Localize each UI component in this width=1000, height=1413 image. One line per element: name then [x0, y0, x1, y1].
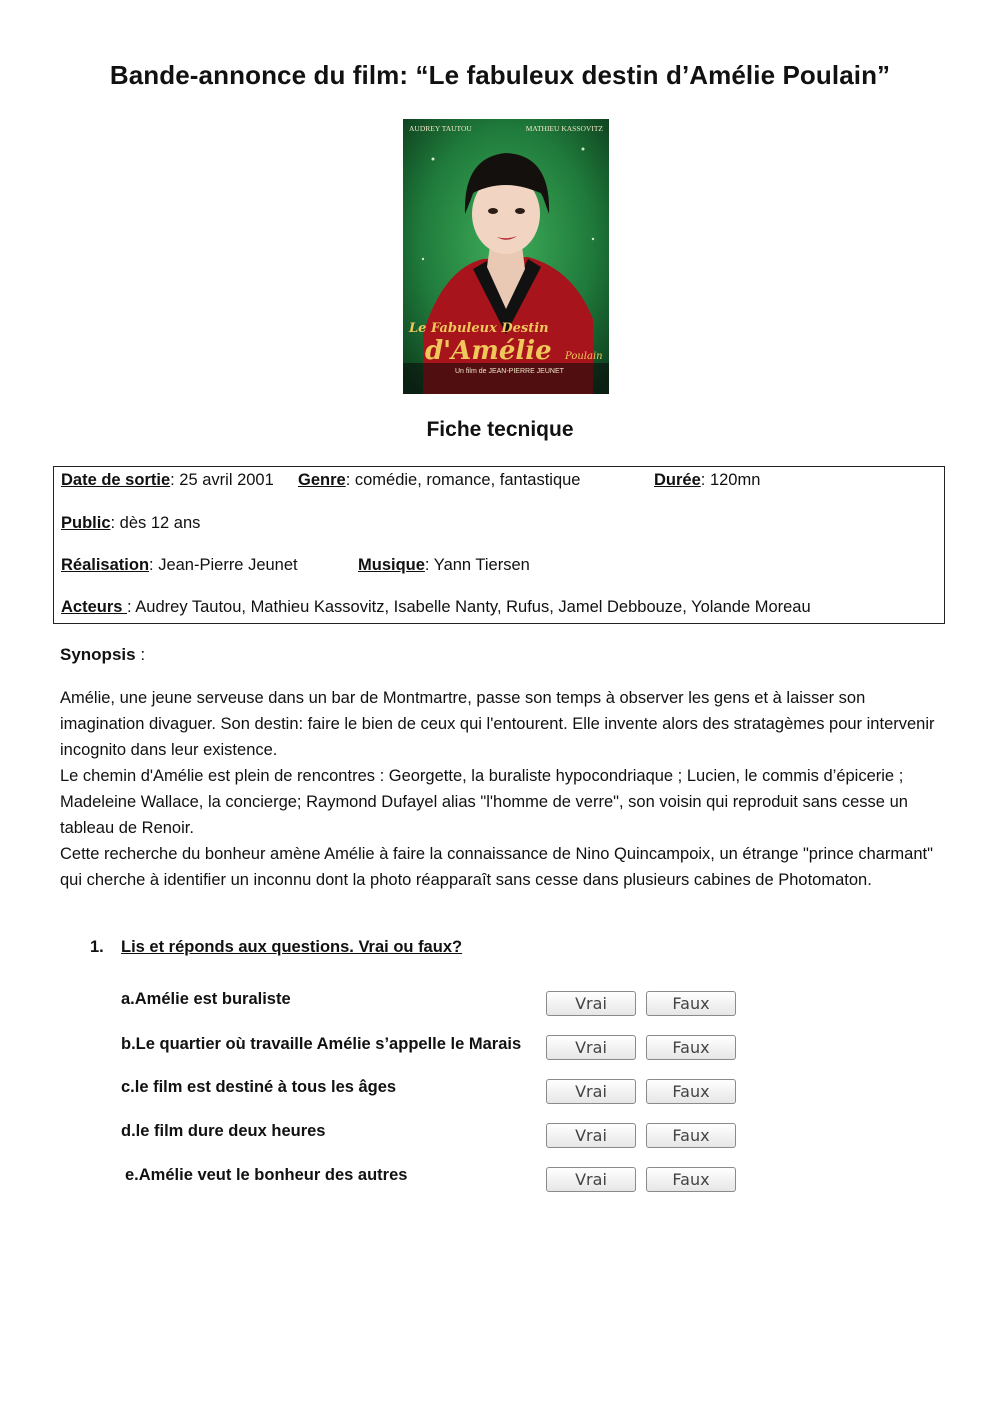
- genre-field: [298, 471, 580, 490]
- realisation-label: Réalisation: [61, 556, 150, 574]
- question-c-true-button[interactable]: Vrai: [546, 1079, 636, 1104]
- question-b-false-button[interactable]: Faux: [646, 1035, 736, 1060]
- fiche-row-4: [61, 598, 811, 617]
- duree-label: Durée: [654, 471, 701, 489]
- date-label: Date de sortie: [61, 471, 171, 489]
- question-c-false-button[interactable]: Faux: [646, 1079, 736, 1104]
- duree-field: [654, 471, 760, 490]
- question-d-true-button[interactable]: Vrai: [546, 1123, 636, 1148]
- fiche-heading: Fiche tecnique: [426, 418, 574, 441]
- question-e-true-button[interactable]: Vrai: [546, 1167, 636, 1192]
- movie-poster-image: [403, 119, 609, 394]
- fiche-row-2: [61, 514, 200, 533]
- question-b: b.Le quartier où travaille Amélie s’appelle le Marais: [121, 1035, 522, 1053]
- poster-title-line3: Poulain: [565, 351, 603, 362]
- exercise-instruction: Lis et réponds aux questions. Vrai ou faux?: [121, 938, 463, 956]
- musique-field: [358, 556, 530, 575]
- question-c: c.le film est destiné à tous les âges: [121, 1078, 397, 1096]
- poster-credit: Un film de JEAN-PIERRE JEUNET: [455, 368, 564, 375]
- poster-actor-right: MATHIEU KASSOVITZ: [525, 124, 603, 133]
- synopsis-label: Synopsis: [60, 645, 136, 664]
- public-value: : dès 12 ans: [110, 514, 201, 532]
- fiche-technique-box: [53, 466, 945, 624]
- synopsis-paragraph-2: Le chemin d'Amélie est plein de rencontres : Georgette, la buraliste hypocondriaque ; Lucien, le commis d’épicerie ; Madeleine Wallace, la concierge; Raymond Dufayel alias "l'homme de verre", son voisin qui reproduit sans cesse un tableau de Renoir.: [60, 767, 908, 837]
- synopsis-text: [60, 685, 940, 893]
- synopsis-paragraph-3: Cette recherche du bonheur amène Amélie à faire la connaissance de Nino Quincampoix, un étrange "prince charmant" qui cherche à identifier un inconnu dont la photo réapparaît sans cesse dans plusieurs cabines de Photomaton.: [60, 845, 933, 889]
- genre-label: Genre: [298, 471, 346, 489]
- exercise-heading: [90, 938, 462, 957]
- poster-title-line2: d'Amélie: [425, 336, 552, 366]
- acteurs-value: : Audrey Tautou, Mathieu Kassovitz, Isabelle Nanty, Rufus, Jamel Debbouze, Yolande Moreau: [127, 598, 811, 616]
- synopsis-heading: [60, 645, 145, 665]
- question-b-true-button[interactable]: Vrai: [546, 1035, 636, 1060]
- date-value: : 25 avril 2001: [170, 471, 274, 489]
- poster-title-line1: Le Fabuleux Destin: [409, 321, 549, 336]
- question-a-true-button[interactable]: Vrai: [546, 991, 636, 1016]
- exercise-number: 1.: [90, 938, 104, 956]
- fiche-row-1: [61, 471, 274, 490]
- acteurs-label: Acteurs: [61, 598, 128, 616]
- page-title: Bande-annonce du film: “Le fabuleux destin d’Amélie Poulain”: [109, 60, 891, 90]
- synopsis-colon: :: [135, 645, 146, 664]
- poster-actor-left: AUDREY TAUTOU: [409, 124, 472, 133]
- musique-value: : Yann Tiersen: [424, 556, 530, 574]
- fiche-row-3: [61, 556, 298, 575]
- question-d: d.le film dure deux heures: [121, 1122, 326, 1140]
- musique-label: Musique: [358, 556, 425, 574]
- question-e-false-button[interactable]: Faux: [646, 1167, 736, 1192]
- realisation-value: : Jean-Pierre Jeunet: [149, 556, 298, 574]
- question-a-false-button[interactable]: Faux: [646, 991, 736, 1016]
- duree-value: : 120mn: [700, 471, 761, 489]
- question-e: e.Amélie veut le bonheur des autres: [125, 1166, 408, 1184]
- question-d-false-button[interactable]: Faux: [646, 1123, 736, 1148]
- question-a: a.Amélie est buraliste: [121, 990, 291, 1008]
- genre-value: : comédie, romance, fantastique: [345, 471, 581, 489]
- public-label: Public: [61, 514, 111, 532]
- synopsis-paragraph-1: Amélie, une jeune serveuse dans un bar de Montmartre, passe son temps à observer les gens et à laisser son imagination divaguer. Son destin: faire le bien de ceux qui l'entourent. Elle invente alors des stratagèmes pour intervenir incognito dans leur existence.: [60, 689, 935, 759]
